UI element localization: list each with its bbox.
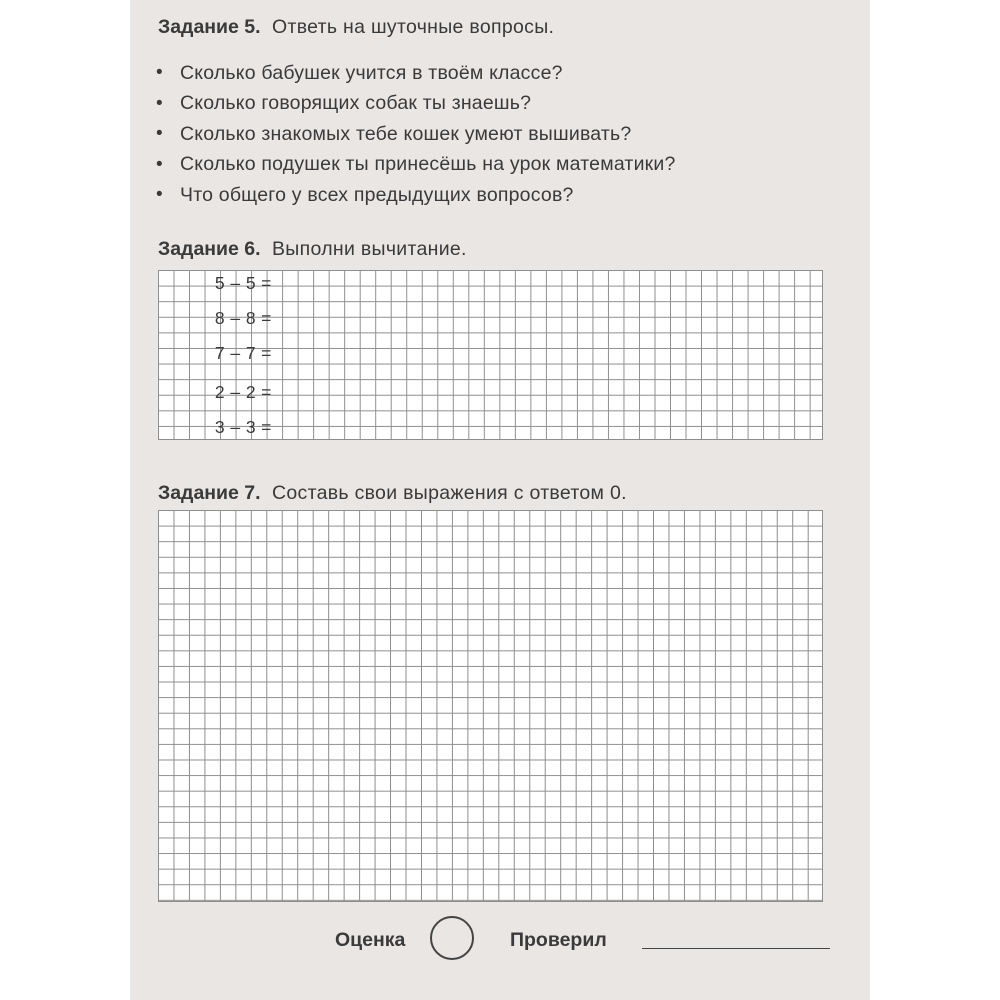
bullet-icon: • (156, 153, 163, 175)
signature-line[interactable] (642, 948, 830, 949)
bullet-icon: • (156, 92, 163, 114)
task-7-number: Задание 7. (158, 482, 261, 504)
list-item (156, 150, 676, 181)
minus-sign: – (230, 342, 241, 363)
task-5-question-list (156, 58, 676, 211)
subtraction-expression-1 (212, 272, 274, 294)
list-item (156, 89, 676, 120)
equals-sign: = (261, 342, 272, 363)
task-7-answer-grid[interactable] (158, 510, 823, 902)
operand-a: 5 (214, 272, 225, 293)
checked-by-label: Проверил (510, 929, 607, 951)
operand-b: 5 (245, 272, 256, 293)
question-text: Сколько подушек ты принесёшь на урок математики? (180, 153, 676, 176)
subtraction-expression-5 (212, 416, 274, 438)
question-text: Сколько знакомых тебе кошек умеют вышивать? (180, 122, 632, 145)
task-7-text: Составь свои выражения с ответом 0. (272, 482, 627, 504)
equals-sign: = (261, 381, 272, 402)
task-6-heading (158, 238, 467, 261)
equals-sign: = (261, 416, 272, 437)
task-5-number: Задание 5. (158, 16, 261, 38)
subtraction-expression-3 (212, 342, 274, 364)
task-6-number: Задание 6. (158, 238, 261, 260)
operand-a: 3 (214, 416, 225, 437)
task-6-text: Выполни вычитание. (272, 238, 467, 260)
minus-sign: – (230, 307, 241, 328)
task-5-text: Ответь на шуточные вопросы. (272, 16, 555, 38)
grade-label: Оценка (335, 929, 406, 951)
bullet-icon: • (156, 62, 163, 84)
operand-a: 2 (214, 381, 225, 402)
list-item (156, 119, 676, 150)
question-text: Сколько говорящих собак ты знаешь? (180, 92, 532, 115)
subtraction-expression-2 (212, 307, 274, 329)
bullet-icon: • (156, 184, 163, 206)
operand-b: 7 (245, 342, 256, 363)
operand-b: 3 (245, 416, 256, 437)
subtraction-expression-4 (212, 381, 274, 403)
grade-footer (300, 912, 840, 962)
operand-b: 2 (245, 381, 256, 402)
bullet-icon: • (156, 123, 163, 145)
minus-sign: – (230, 272, 241, 293)
list-item (156, 180, 676, 211)
equals-sign: = (261, 272, 272, 293)
list-item (156, 58, 676, 89)
grade-circle[interactable] (430, 916, 474, 960)
operand-a: 7 (214, 342, 225, 363)
operand-a: 8 (214, 307, 225, 328)
equals-sign: = (261, 307, 272, 328)
task-7-heading (158, 482, 627, 505)
minus-sign: – (230, 416, 241, 437)
question-text: Что общего у всех предыдущих вопросов? (180, 183, 574, 206)
operand-b: 8 (245, 307, 256, 328)
question-text: Сколько бабушек учится в твоём классе? (180, 61, 563, 84)
task-5-heading (158, 16, 554, 39)
minus-sign: – (230, 381, 241, 402)
